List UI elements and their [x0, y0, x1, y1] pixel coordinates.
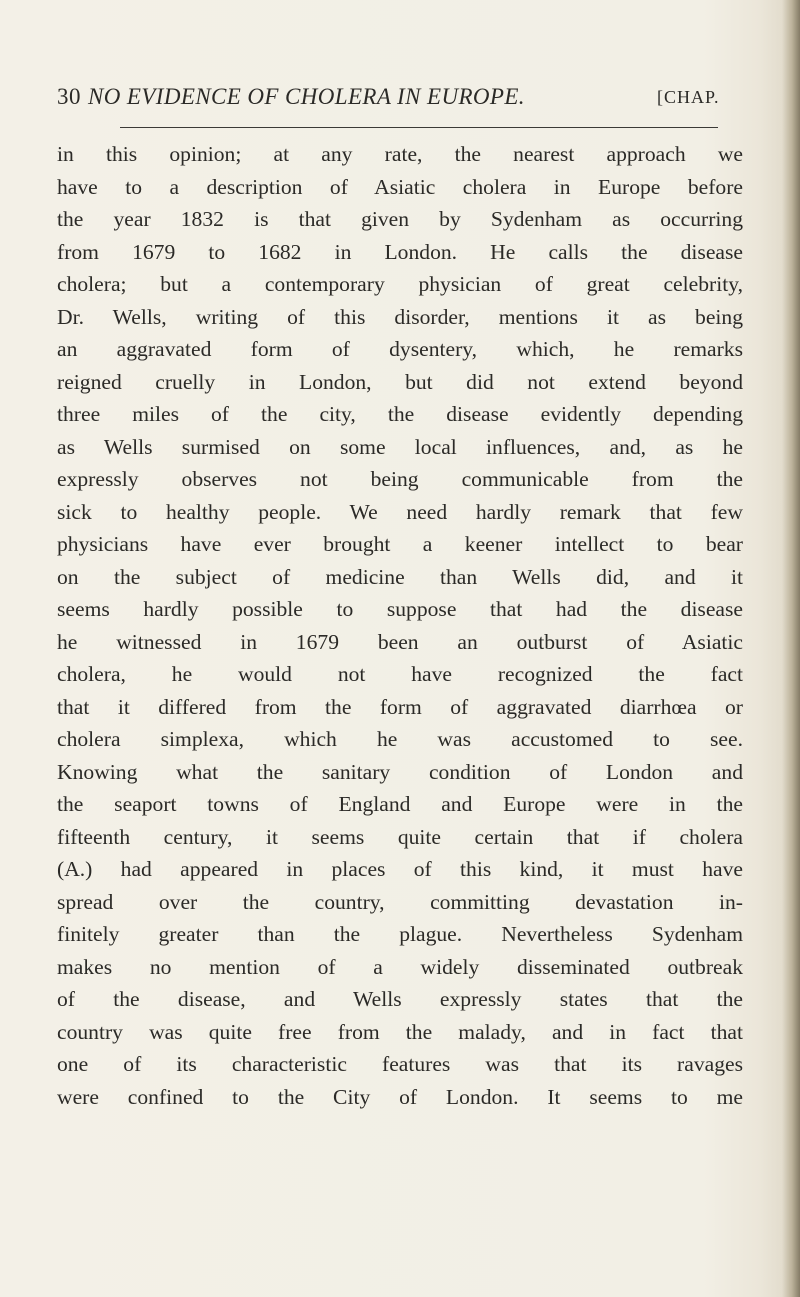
text-line: were confined to the City of London. It seems to me: [57, 1084, 743, 1109]
text-line: seems hardly possible to suppose that had the disease: [57, 597, 743, 621]
text-line: in this opinion; at any rate, the nearest approach we: [57, 142, 743, 166]
text-line: expressly observes not being communicable from the: [57, 467, 743, 491]
text-line: have to a description of Asiatic cholera in Europe before: [57, 174, 743, 199]
text-line: cholera; but a contemporary physician of great celebrity,: [57, 272, 743, 296]
text-line: cholera simplexa, which he was accustomed to see.: [57, 727, 743, 751]
text-line: (A.) had appeared in places of this kind, it must have: [57, 857, 743, 881]
text-line: fifteenth century, it seems quite certain that if cholera: [57, 824, 743, 849]
text-line: sick to healthy people. We need hardly remark that few: [57, 499, 743, 524]
text-line: the seaport towns of England and Europe were in the: [57, 792, 743, 816]
page-edge-shadow: [782, 0, 800, 1297]
page-number: 30: [57, 84, 81, 109]
text-line: an aggravated form of dysentery, which, he remarks: [57, 337, 743, 361]
text-line: cholera, he would not have recognized the fact: [57, 662, 743, 686]
text-line: the year 1832 is that given by Sydenham as occurring: [57, 207, 743, 231]
text-line: of the disease, and Wells expressly states that the: [57, 987, 743, 1011]
text-line: reigned cruelly in London, but did not extend beyond: [57, 369, 743, 394]
text-line: physicians have ever brought a keener intellect to bear: [57, 532, 743, 556]
text-line: from 1679 to 1682 in London. He calls the disease: [57, 239, 743, 264]
text-line: Dr. Wells, writing of this disorder, mentions it as being: [57, 304, 743, 329]
text-line: he witnessed in 1679 been an outburst of Asiatic: [57, 629, 743, 654]
body-text: [57, 138, 743, 1113]
text-line: finitely greater than the plague. Nevertheless Sydenham: [57, 922, 743, 946]
header-rule: [120, 127, 718, 128]
text-line: on the subject of medicine than Wells did, and it: [57, 564, 743, 589]
running-header: [57, 80, 747, 114]
running-title: NO EVIDENCE OF CHOLERA IN EUROPE.: [88, 84, 525, 109]
text-line: makes no mention of a widely disseminated outbreak: [57, 954, 743, 979]
text-line: as Wells surmised on some local influences, and, as he: [57, 434, 743, 459]
text-line: that it differed from the form of aggravated diarrhœa or: [57, 694, 743, 719]
text-line: spread over the country, committing devastation in-: [57, 889, 743, 914]
text-line: three miles of the city, the disease evidently depending: [57, 402, 743, 426]
text-line: country was quite free from the malady, and in fact that: [57, 1019, 743, 1044]
chapter-label: [CHAP.: [657, 87, 720, 107]
text-line: Knowing what the sanitary condition of London and: [57, 759, 743, 784]
text-line: one of its characteristic features was that its ravages: [57, 1052, 743, 1076]
